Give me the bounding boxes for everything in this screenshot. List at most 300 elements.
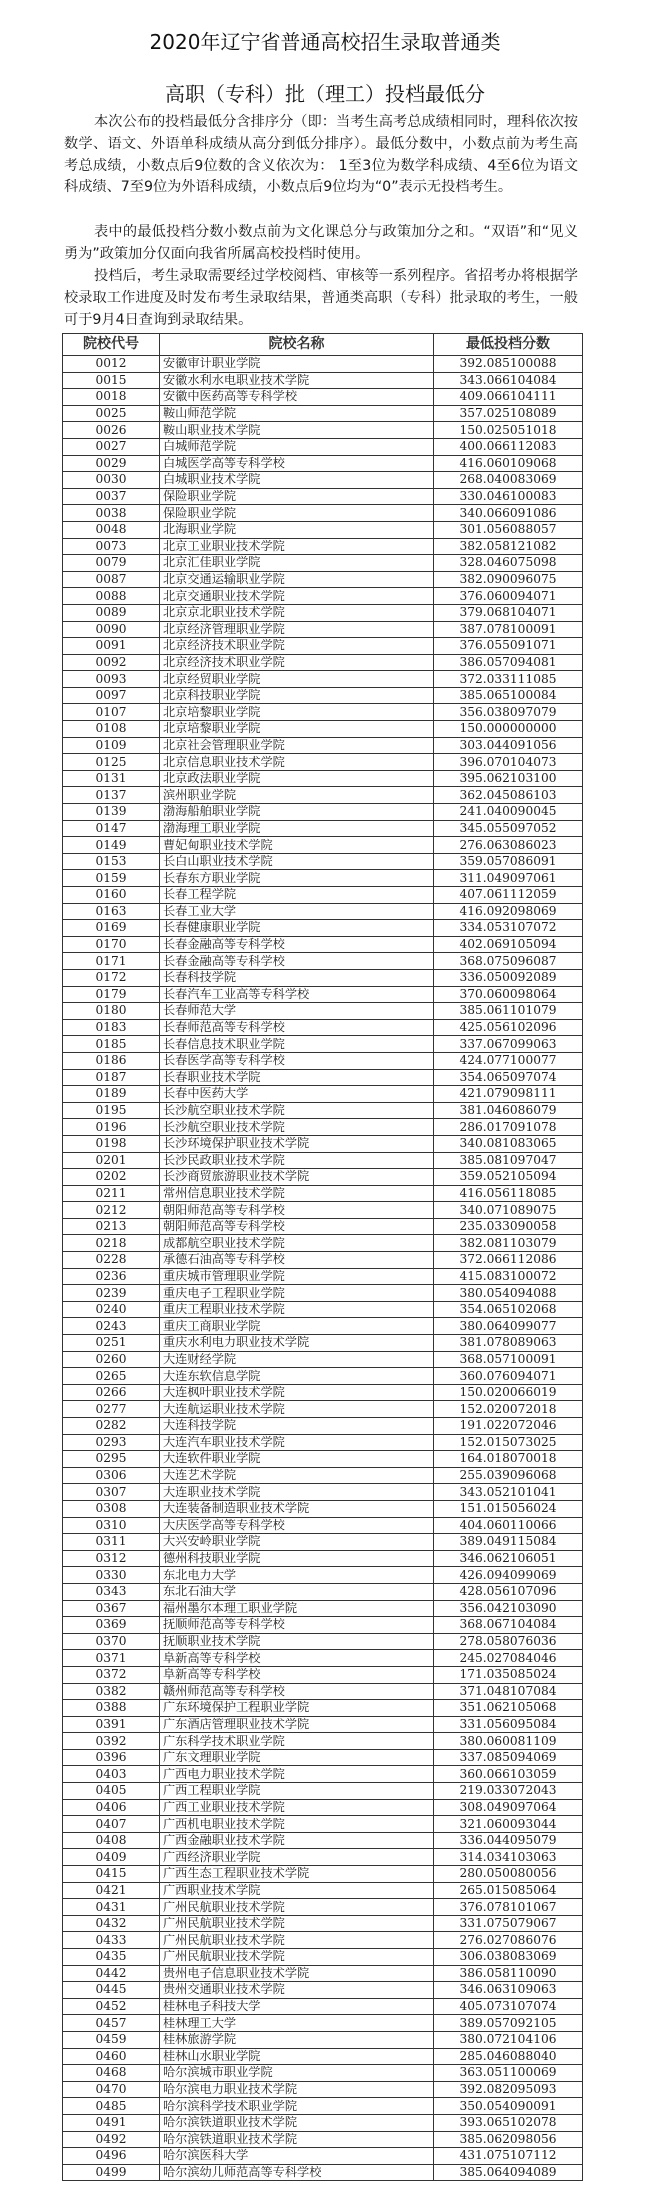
- table-row: [63, 671, 583, 688]
- min-score-cell: 334.053107072: [434, 920, 583, 937]
- school-name-cell: 大连职业技术学院: [160, 1484, 434, 1501]
- table-row: [63, 1500, 583, 1517]
- table-row: [63, 1003, 583, 1020]
- school-code-cell: 0421: [63, 1882, 160, 1899]
- school-code-cell: 0186: [63, 1052, 160, 1069]
- school-name-cell: 大连艺术学院: [160, 1467, 434, 1484]
- min-score-cell: 265.015085064: [434, 1882, 583, 1899]
- table-row: [63, 837, 583, 854]
- admission-paragraph: 投档后，考生录取需要经过学校阅档、审核等一系列程序。省招考办将根据学校录取工作进度及时发布考生录取结果，普通类高职（专科）批录取的考生，一般可于9月4日查询到录取结果。: [64, 268, 578, 328]
- school-code-cell: 0468: [63, 2065, 160, 2082]
- school-code-cell: 0163: [63, 903, 160, 920]
- school-code-cell: 0407: [63, 1816, 160, 1833]
- min-score-cell: 431.075107112: [434, 2148, 583, 2165]
- min-score-cell: 382.058121082: [434, 538, 583, 555]
- school-name-cell: 广西工程职业学院: [160, 1783, 434, 1800]
- table-row: [63, 1086, 583, 1103]
- school-name-cell: 安徽审计职业学院: [160, 356, 434, 373]
- school-name-cell: 安徽水利水电职业技术学院: [160, 372, 434, 389]
- table-row: [63, 538, 583, 555]
- table-row: [63, 1583, 583, 1600]
- table-row: [63, 1451, 583, 1468]
- school-name-cell: 北京京北职业技术学院: [160, 604, 434, 621]
- table-row: [63, 1467, 583, 1484]
- school-code-cell: 0169: [63, 920, 160, 937]
- table-row: [63, 472, 583, 489]
- school-name-cell: 哈尔滨城市职业学院: [160, 2065, 434, 2082]
- header-min-score: 最低投档分数: [434, 334, 583, 356]
- table-row: [63, 1700, 583, 1717]
- table-row: [63, 521, 583, 538]
- min-score-cell: 376.078101067: [434, 1899, 583, 1916]
- table-row: [63, 1666, 583, 1683]
- school-code-cell: 0312: [63, 1550, 160, 1567]
- table-row: [63, 969, 583, 986]
- min-score-cell: 372.066112086: [434, 1252, 583, 1269]
- document-title: 2020年辽宁省普通高校招生录取普通类: [149, 30, 501, 54]
- school-code-cell: 0330: [63, 1567, 160, 1584]
- school-name-cell: 北京交通职业技术学院: [160, 588, 434, 605]
- table-row: [63, 1268, 583, 1285]
- school-name-cell: 哈尔滨医科大学: [160, 2148, 434, 2165]
- table-row: [63, 505, 583, 522]
- table-row: [63, 1152, 583, 1169]
- school-code-cell: 0236: [63, 1268, 160, 1285]
- school-code-cell: 0240: [63, 1301, 160, 1318]
- table-row: [63, 1832, 583, 1849]
- min-score-cell: 151.015056024: [434, 1500, 583, 1517]
- school-name-cell: 北京政法职业学院: [160, 770, 434, 787]
- school-code-cell: 0189: [63, 1086, 160, 1103]
- table-row: [63, 654, 583, 671]
- school-name-cell: 承德石油高等专科学校: [160, 1252, 434, 1269]
- school-code-cell: 0038: [63, 505, 160, 522]
- school-code-cell: 0311: [63, 1534, 160, 1551]
- min-score-cell: 372.033111085: [434, 671, 583, 688]
- table-row: [63, 1915, 583, 1932]
- min-score-cell: 285.046088040: [434, 2048, 583, 2065]
- table-row: [63, 1650, 583, 1667]
- school-name-cell: 哈尔滨科学技术职业学院: [160, 2098, 434, 2115]
- school-code-cell: 0408: [63, 1832, 160, 1849]
- school-code-cell: 0097: [63, 687, 160, 704]
- min-score-cell: 376.060094071: [434, 588, 583, 605]
- school-code-cell: 0202: [63, 1169, 160, 1186]
- school-code-cell: 0030: [63, 472, 160, 489]
- min-score-cell: 280.050080056: [434, 1866, 583, 1883]
- school-name-cell: 北京社会管理职业学院: [160, 737, 434, 754]
- school-name-cell: 长春工程学院: [160, 887, 434, 904]
- table-row: [63, 1982, 583, 1999]
- school-code-cell: 0459: [63, 2031, 160, 2048]
- school-name-cell: 北京交通运输职业学院: [160, 571, 434, 588]
- school-name-cell: 长沙民政职业技术学院: [160, 1152, 434, 1169]
- table-row: [63, 2048, 583, 2065]
- school-code-cell: 0391: [63, 1716, 160, 1733]
- school-name-cell: 成都航空职业技术学院: [160, 1235, 434, 1252]
- min-score-cell: 356.042103090: [434, 1600, 583, 1617]
- table-row: [63, 1019, 583, 1036]
- school-name-cell: 保险职业学院: [160, 488, 434, 505]
- table-row: [63, 2031, 583, 2048]
- table-row: [63, 2015, 583, 2032]
- table-row: [63, 405, 583, 422]
- school-code-cell: 0088: [63, 588, 160, 605]
- school-code-cell: 0371: [63, 1650, 160, 1667]
- school-name-cell: 阜新高等专科学校: [160, 1650, 434, 1667]
- school-name-cell: 福州墨尔本理工职业学院: [160, 1600, 434, 1617]
- table-row: [63, 770, 583, 787]
- school-name-cell: 白城师范学院: [160, 438, 434, 455]
- school-name-cell: 长春信息技术职业学院: [160, 1036, 434, 1053]
- school-name-cell: 大连东软信息学院: [160, 1368, 434, 1385]
- table-row: [63, 1052, 583, 1069]
- school-name-cell: 曹妃甸职业技术学院: [160, 837, 434, 854]
- school-name-cell: 桂林理工大学: [160, 2015, 434, 2032]
- min-score-cell: 402.069105094: [434, 936, 583, 953]
- school-code-cell: 0012: [63, 356, 160, 373]
- school-code-cell: 0293: [63, 1434, 160, 1451]
- min-score-cell: 303.044091056: [434, 737, 583, 754]
- school-code-cell: 0405: [63, 1783, 160, 1800]
- table-row: [63, 2114, 583, 2131]
- school-code-cell: 0306: [63, 1467, 160, 1484]
- school-name-cell: 长春职业技术学院: [160, 1069, 434, 1086]
- school-code-cell: 0160: [63, 887, 160, 904]
- min-score-cell: 346.062106051: [434, 1550, 583, 1567]
- min-score-cell: 396.070104073: [434, 754, 583, 771]
- min-score-cell: 308.049097064: [434, 1799, 583, 1816]
- school-name-cell: 鞍山职业技术学院: [160, 422, 434, 439]
- school-code-cell: 0370: [63, 1633, 160, 1650]
- school-code-cell: 0382: [63, 1683, 160, 1700]
- min-score-cell: 150.025051018: [434, 422, 583, 439]
- min-score-cell: 330.046100083: [434, 488, 583, 505]
- school-code-cell: 0048: [63, 521, 160, 538]
- school-name-cell: 长春医学高等专科学校: [160, 1052, 434, 1069]
- school-code-cell: 0409: [63, 1849, 160, 1866]
- school-code-cell: 0029: [63, 455, 160, 472]
- school-name-cell: 大连装备制造职业技术学院: [160, 1500, 434, 1517]
- school-name-cell: 抚顺职业技术学院: [160, 1633, 434, 1650]
- table-row: [63, 1252, 583, 1269]
- min-score-cell: 345.055097052: [434, 820, 583, 837]
- min-score-cell: 362.045086103: [434, 787, 583, 804]
- table-row: [63, 704, 583, 721]
- school-code-cell: 0369: [63, 1617, 160, 1634]
- school-name-cell: 北京培黎职业学院: [160, 704, 434, 721]
- table-row: [63, 1799, 583, 1816]
- school-code-cell: 0018: [63, 389, 160, 406]
- table-row: [63, 488, 583, 505]
- school-name-cell: 桂林旅游学院: [160, 2031, 434, 2048]
- table-body: [63, 356, 583, 2181]
- min-score-cell: 416.056118085: [434, 1185, 583, 1202]
- min-score-cell: 286.017091078: [434, 1119, 583, 1136]
- school-name-cell: 重庆水利电力职业技术学院: [160, 1335, 434, 1352]
- min-score-cell: 359.052105094: [434, 1169, 583, 1186]
- school-name-cell: 大连枫叶职业技术学院: [160, 1384, 434, 1401]
- school-code-cell: 0445: [63, 1982, 160, 1999]
- table-row: [63, 1401, 583, 1418]
- min-score-cell: 381.046086079: [434, 1102, 583, 1119]
- min-score-cell: 382.090096075: [434, 571, 583, 588]
- school-code-cell: 0185: [63, 1036, 160, 1053]
- school-code-cell: 0218: [63, 1235, 160, 1252]
- table-row: [63, 571, 583, 588]
- school-name-cell: 贵州交通职业技术学院: [160, 1982, 434, 1999]
- school-name-cell: 长沙环境保护职业技术学院: [160, 1135, 434, 1152]
- table-row: [63, 455, 583, 472]
- school-name-cell: 北京经济管理职业学院: [160, 621, 434, 638]
- school-name-cell: 重庆工程职业技术学院: [160, 1301, 434, 1318]
- min-score-cell: 385.065100084: [434, 687, 583, 704]
- table-row: [63, 1766, 583, 1783]
- table-row: [63, 1434, 583, 1451]
- school-code-cell: 0153: [63, 853, 160, 870]
- table-header-row: [63, 334, 583, 356]
- school-name-cell: 大庆医学高等专科学校: [160, 1517, 434, 1534]
- school-code-cell: 0260: [63, 1351, 160, 1368]
- min-score-cell: 354.065097074: [434, 1069, 583, 1086]
- min-score-cell: 340.071089075: [434, 1202, 583, 1219]
- min-score-cell: 241.040090045: [434, 804, 583, 821]
- min-score-cell: 350.054090091: [434, 2098, 583, 2115]
- school-code-cell: 0213: [63, 1218, 160, 1235]
- min-score-cell: 356.038097079: [434, 704, 583, 721]
- school-code-cell: 0251: [63, 1335, 160, 1352]
- school-code-cell: 0282: [63, 1418, 160, 1435]
- table-row: [63, 1102, 583, 1119]
- table-row: [63, 1135, 583, 1152]
- school-code-cell: 0392: [63, 1733, 160, 1750]
- school-name-cell: 哈尔滨铁道职业技术学院: [160, 2114, 434, 2131]
- school-code-cell: 0092: [63, 654, 160, 671]
- school-name-cell: 长春金融高等专科学校: [160, 936, 434, 953]
- table-row: [63, 737, 583, 754]
- school-code-cell: 0087: [63, 571, 160, 588]
- min-score-cell: 386.058110090: [434, 1965, 583, 1982]
- table-row: [63, 555, 583, 572]
- min-score-cell: 278.058076036: [434, 1633, 583, 1650]
- school-name-cell: 哈尔滨幼儿师范高等专科学校: [160, 2164, 434, 2181]
- school-code-cell: 0396: [63, 1749, 160, 1766]
- min-score-cell: 343.052101041: [434, 1484, 583, 1501]
- min-score-cell: 152.020072018: [434, 1401, 583, 1418]
- min-score-cell: 371.048107084: [434, 1683, 583, 1700]
- min-score-cell: 385.061101079: [434, 1003, 583, 1020]
- school-code-cell: 0442: [63, 1965, 160, 1982]
- min-score-cell: 331.075079067: [434, 1915, 583, 1932]
- school-name-cell: 广西工业职业技术学院: [160, 1799, 434, 1816]
- school-name-cell: 长沙航空职业技术学院: [160, 1102, 434, 1119]
- table-row: [63, 1617, 583, 1634]
- school-code-cell: 0187: [63, 1069, 160, 1086]
- school-code-cell: 0073: [63, 538, 160, 555]
- table-row: [63, 820, 583, 837]
- school-name-cell: 大连汽车职业技术学院: [160, 1434, 434, 1451]
- school-code-cell: 0308: [63, 1500, 160, 1517]
- table-row: [63, 356, 583, 373]
- school-name-cell: 桂林电子科技大学: [160, 1998, 434, 2015]
- school-code-cell: 0491: [63, 2114, 160, 2131]
- school-name-cell: 长春汽车工业高等专科学校: [160, 986, 434, 1003]
- min-score-cell: 314.034103063: [434, 1849, 583, 1866]
- school-name-cell: 广东环境保护工程职业学院: [160, 1700, 434, 1717]
- table-row: [63, 1484, 583, 1501]
- table-row: [63, 986, 583, 1003]
- school-code-cell: 0295: [63, 1451, 160, 1468]
- min-score-cell: 385.062098056: [434, 2131, 583, 2148]
- school-code-cell: 0211: [63, 1185, 160, 1202]
- min-score-cell: 346.063109063: [434, 1982, 583, 1999]
- school-code-cell: 0452: [63, 1998, 160, 2015]
- min-score-cell: 404.060110066: [434, 1517, 583, 1534]
- min-score-cell: 376.055091071: [434, 638, 583, 655]
- school-name-cell: 长春金融高等专科学校: [160, 953, 434, 970]
- min-score-cell: 387.078100091: [434, 621, 583, 638]
- school-code-cell: 0089: [63, 604, 160, 621]
- school-code-cell: 0367: [63, 1600, 160, 1617]
- school-code-cell: 0492: [63, 2131, 160, 2148]
- min-score-cell: 336.044095079: [434, 1832, 583, 1849]
- min-score-cell: 268.040083069: [434, 472, 583, 489]
- school-code-cell: 0025: [63, 405, 160, 422]
- school-name-cell: 渤海理工职业学院: [160, 820, 434, 837]
- table-row: [63, 1882, 583, 1899]
- table-row: [63, 754, 583, 771]
- school-code-cell: 0243: [63, 1318, 160, 1335]
- school-name-cell: 长春东方职业学院: [160, 870, 434, 887]
- table-row: [63, 1949, 583, 1966]
- school-name-cell: 朝阳师范高等专科学校: [160, 1218, 434, 1235]
- school-name-cell: 广州民航职业技术学院: [160, 1949, 434, 1966]
- school-name-cell: 安徽中医药高等专科学校: [160, 389, 434, 406]
- school-name-cell: 渤海船舶职业学院: [160, 804, 434, 821]
- school-name-cell: 广西机电职业技术学院: [160, 1816, 434, 1833]
- school-name-cell: 保险职业学院: [160, 505, 434, 522]
- score-table: [62, 333, 583, 2181]
- table-row: [63, 1418, 583, 1435]
- table-row: [63, 1368, 583, 1385]
- school-code-cell: 0470: [63, 2081, 160, 2098]
- school-name-cell: 广西金融职业技术学院: [160, 1832, 434, 1849]
- table-row: [63, 853, 583, 870]
- min-score-cell: 415.083100072: [434, 1268, 583, 1285]
- document-subtitle: 高职（专科）批（理工）投档最低分: [165, 82, 485, 106]
- min-score-cell: 407.061112059: [434, 887, 583, 904]
- min-score-cell: 301.056088057: [434, 521, 583, 538]
- min-score-cell: 379.068104071: [434, 604, 583, 621]
- school-code-cell: 0198: [63, 1135, 160, 1152]
- table-row: [63, 1169, 583, 1186]
- school-name-cell: 北京汇佳职业学院: [160, 555, 434, 572]
- school-code-cell: 0139: [63, 804, 160, 821]
- min-score-cell: 380.072104106: [434, 2031, 583, 2048]
- table-row: [63, 422, 583, 439]
- school-code-cell: 0277: [63, 1401, 160, 1418]
- table-row: [63, 953, 583, 970]
- table-row: [63, 621, 583, 638]
- min-score-cell: 150.020066019: [434, 1384, 583, 1401]
- table-row: [63, 604, 583, 621]
- school-name-cell: 广西经济职业学院: [160, 1849, 434, 1866]
- table-row: [63, 1633, 583, 1650]
- school-code-cell: 0090: [63, 621, 160, 638]
- school-name-cell: 重庆工商职业学院: [160, 1318, 434, 1335]
- min-score-cell: 311.049097061: [434, 870, 583, 887]
- school-name-cell: 长白山职业技术学院: [160, 853, 434, 870]
- school-name-cell: 重庆电子工程职业学院: [160, 1285, 434, 1302]
- min-score-cell: 171.035085024: [434, 1666, 583, 1683]
- school-name-cell: 北京科技职业学院: [160, 687, 434, 704]
- school-name-cell: 广东科学技术职业学院: [160, 1733, 434, 1750]
- school-code-cell: 0147: [63, 820, 160, 837]
- table-row: [63, 1733, 583, 1750]
- min-score-cell: 386.057094081: [434, 654, 583, 671]
- min-score-cell: 276.027086076: [434, 1932, 583, 1949]
- school-code-cell: 0125: [63, 754, 160, 771]
- table-row: [63, 1119, 583, 1136]
- table-row: [63, 1567, 583, 1584]
- table-row: [63, 2148, 583, 2165]
- table-row: [63, 804, 583, 821]
- min-score-cell: 363.051100069: [434, 2065, 583, 2082]
- school-name-cell: 北京经济技术职业学院: [160, 654, 434, 671]
- min-score-cell: 340.081083065: [434, 1135, 583, 1152]
- school-code-cell: 0457: [63, 2015, 160, 2032]
- min-score-cell: 152.015073025: [434, 1434, 583, 1451]
- school-code-cell: 0239: [63, 1285, 160, 1302]
- table-row: [63, 1749, 583, 1766]
- table-row: [63, 2065, 583, 2082]
- min-score-cell: 340.066091086: [434, 505, 583, 522]
- school-code-cell: 0091: [63, 638, 160, 655]
- school-code-cell: 0183: [63, 1019, 160, 1036]
- min-score-cell: 380.064099077: [434, 1318, 583, 1335]
- school-name-cell: 北海职业学院: [160, 521, 434, 538]
- min-score-cell: 368.057100091: [434, 1351, 583, 1368]
- school-name-cell: 鞍山师范学院: [160, 405, 434, 422]
- min-score-cell: 389.049115084: [434, 1534, 583, 1551]
- school-name-cell: 常州信息职业技术学院: [160, 1185, 434, 1202]
- min-score-cell: 380.060081109: [434, 1733, 583, 1750]
- min-score-cell: 245.027084046: [434, 1650, 583, 1667]
- table-row: [63, 1866, 583, 1883]
- school-name-cell: 大连财经学院: [160, 1351, 434, 1368]
- school-code-cell: 0195: [63, 1102, 160, 1119]
- table-row: [63, 1218, 583, 1235]
- min-score-cell: 343.066104084: [434, 372, 583, 389]
- min-score-cell: 393.065102078: [434, 2114, 583, 2131]
- min-score-cell: 360.076094071: [434, 1368, 583, 1385]
- min-score-cell: 426.094099069: [434, 1567, 583, 1584]
- min-score-cell: 385.064094089: [434, 2164, 583, 2181]
- table-row: [63, 1534, 583, 1551]
- school-code-cell: 0180: [63, 1003, 160, 1020]
- school-code-cell: 0460: [63, 2048, 160, 2065]
- school-name-cell: 广东酒店管理职业技术学院: [160, 1716, 434, 1733]
- school-code-cell: 0433: [63, 1932, 160, 1949]
- school-code-cell: 0026: [63, 422, 160, 439]
- min-score-cell: 191.022072046: [434, 1418, 583, 1435]
- table-row: [63, 920, 583, 937]
- school-code-cell: 0171: [63, 953, 160, 970]
- min-score-cell: 395.062103100: [434, 770, 583, 787]
- school-name-cell: 白城医学高等专科学校: [160, 455, 434, 472]
- table-row: [63, 2131, 583, 2148]
- table-row: [63, 1301, 583, 1318]
